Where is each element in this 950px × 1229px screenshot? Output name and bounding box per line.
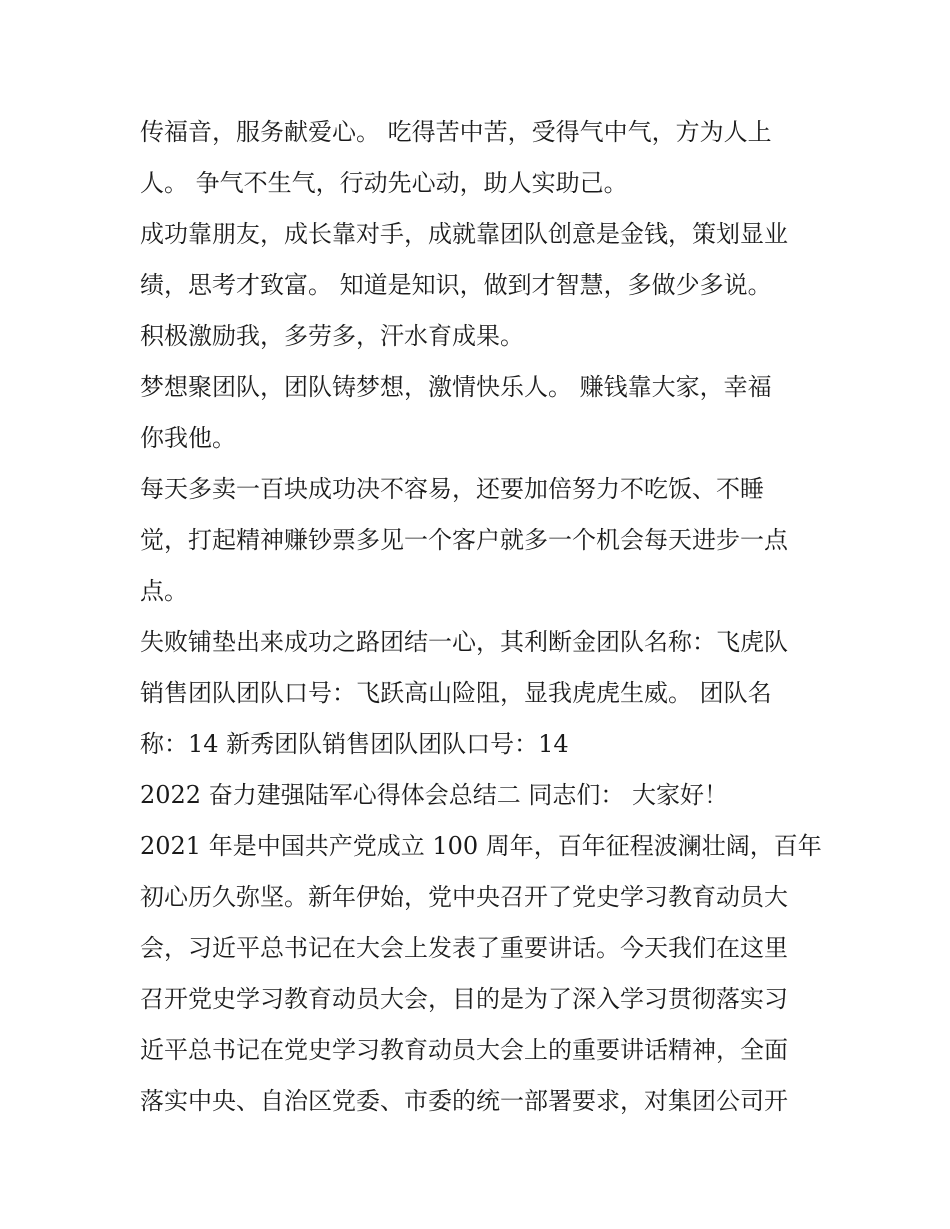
text-line: 2021 年是中国共产党成立 100 周年，百年征程波澜壮阔，百年 (140, 832, 822, 860)
text-line: 人。 争气不生气，行动先心动，助人实助己。 (140, 169, 628, 197)
text-line: 觉，打起精神赚钞票多见一个客户就多一个机会每天进步一点 (140, 526, 788, 554)
text-line: 绩，思考才致富。 知道是知识，做到才智慧，多做少多说。 (140, 271, 772, 299)
text-line: 失败铺垫出来成功之路团结一心，其利断金团队名称：飞虎队 (140, 628, 788, 656)
text-line: 梦想聚团队，团队铸梦想，激情快乐人。 赚钱靠大家，幸福 (140, 373, 772, 401)
text-line: 传福音，服务献爱心。 吃得苦中苦，受得气中气，方为人上 (140, 118, 772, 146)
text-line: 初心历久弥坚。新年伊始，党中央召开了党史学习教育动员大 (140, 883, 788, 911)
text-line: 你我他。 (140, 424, 236, 452)
text-line: 落实中央、自治区党委、市委的统一部署要求，对集团公司开 (140, 1087, 788, 1115)
text-line: 称：14 新秀团队销售团队团队口号：14 (140, 730, 569, 758)
text-line: 积极激励我，多劳多，汗水育成果。 (140, 322, 524, 350)
text-line: 近平总书记在党史学习教育动员大会上的重要讲话精神，全面 (140, 1036, 788, 1064)
text-line: 每天多卖一百块成功决不容易，还要加倍努力不吃饭、不睡 (140, 475, 764, 503)
text-line: 销售团队团队口号：飞跃高山险阻，显我虎虎生威。 团队名 (140, 679, 772, 707)
text-line: 点。 (140, 577, 188, 605)
section-heading: 2022 奋力建强陆军心得体会总结二 同志们： 大家好！ (140, 781, 728, 809)
text-line: 召开党史学习教育动员大会，目的是为了深入学习贯彻落实习 (140, 985, 788, 1013)
text-line: 会，习近平总书记在大会上发表了重要讲话。今天我们在这里 (140, 934, 788, 962)
document-body (140, 107, 830, 1127)
text-line: 成功靠朋友，成长靠对手，成就靠团队创意是金钱，策划显业 (140, 220, 788, 248)
